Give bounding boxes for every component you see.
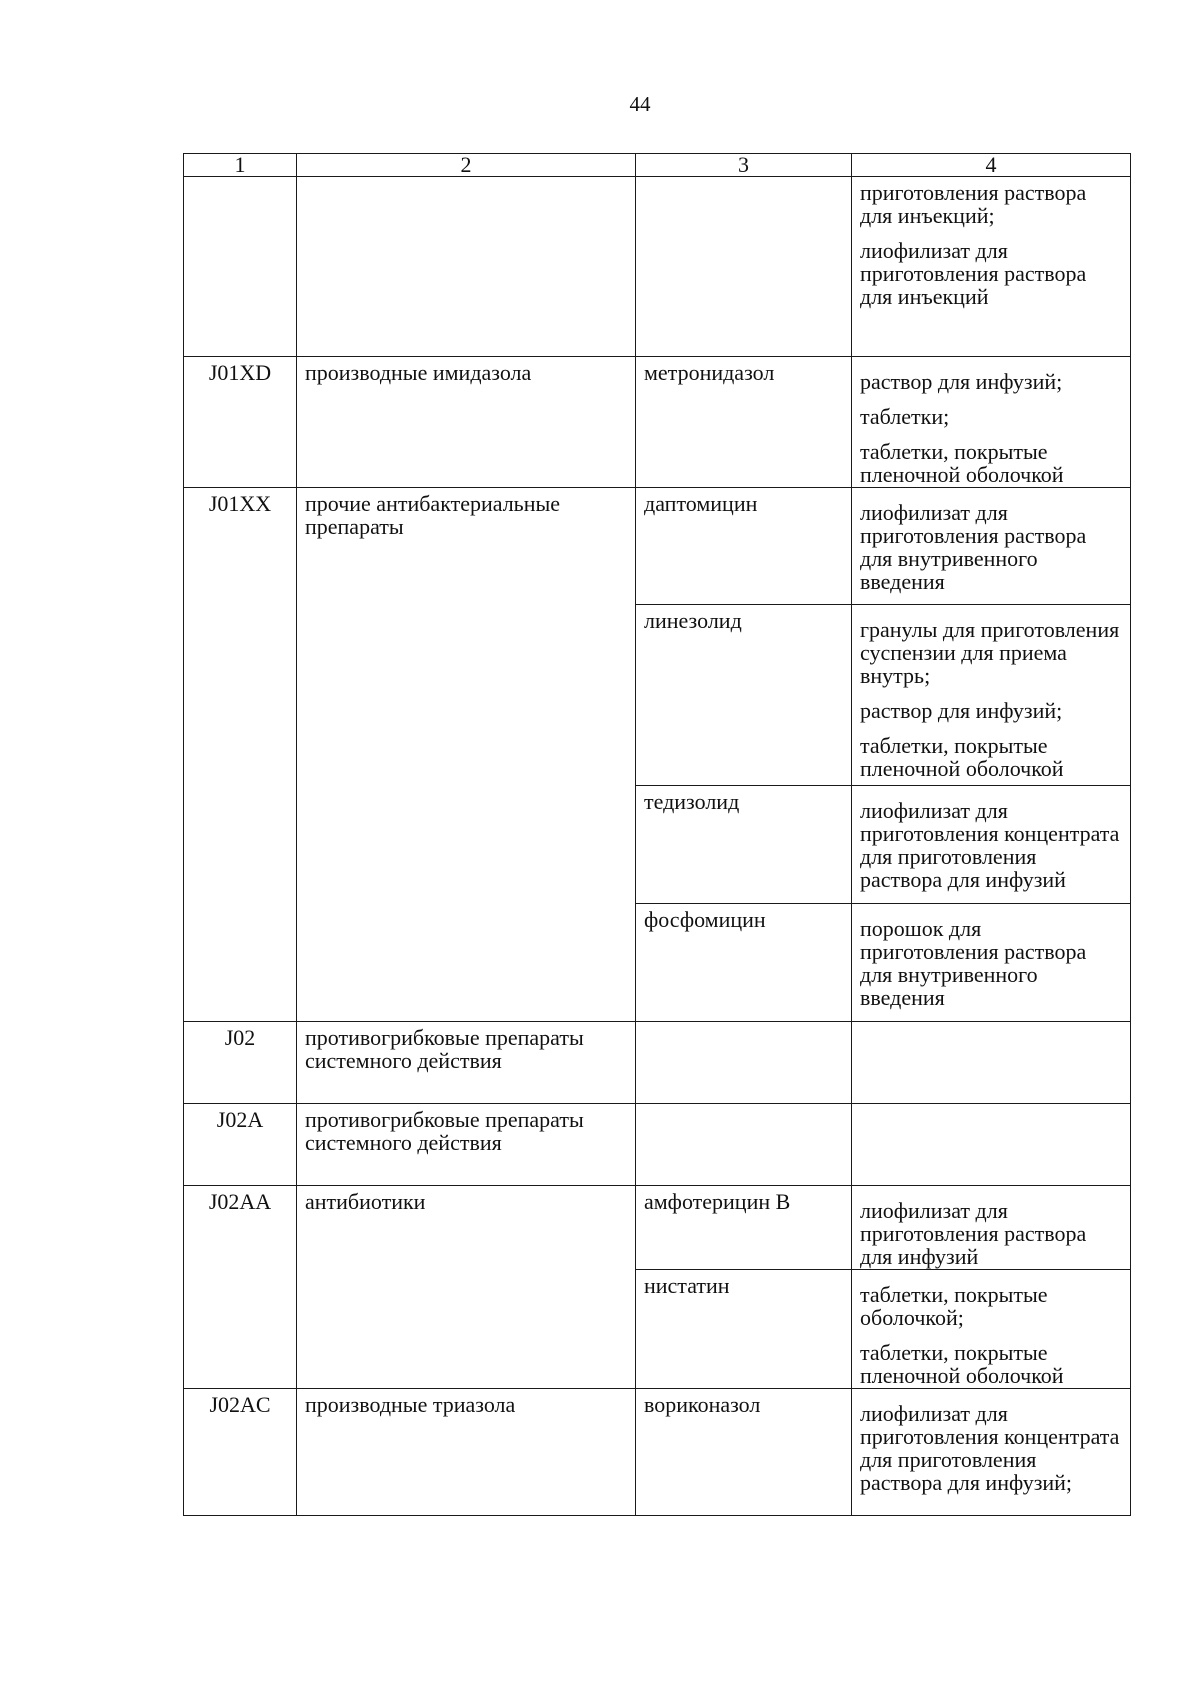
- dosage-forms-cell: [852, 177, 1131, 357]
- dosage-form: таблетки, покрытые оболочкой;: [860, 1282, 1048, 1330]
- drug-name-cell: [636, 1022, 852, 1104]
- atc-code-cell: J02A: [184, 1104, 297, 1186]
- dosage-form: лиофилизат для приготовления концентрата для приготовления раствора для инфузий: [860, 798, 1120, 892]
- dosage-forms-cell: [852, 488, 1131, 605]
- drug-name-cell: амфотерицин B: [636, 1186, 852, 1270]
- dosage-forms-cell: [852, 605, 1131, 786]
- table-row: [184, 1186, 1131, 1270]
- drug-name-cell: [636, 1104, 852, 1186]
- dosage-form: раствор для инфузий;: [860, 369, 1063, 394]
- table-row: [184, 1022, 1131, 1104]
- group-name-cell: производные имидазола: [297, 357, 636, 488]
- table-row: [184, 357, 1131, 488]
- group-name-cell: противогрибковые препараты системного действия: [297, 1022, 636, 1104]
- dosage-form: лиофилизат для приготовления раствора для внутривенного введения: [860, 500, 1087, 594]
- atc-code-cell: J02AC: [184, 1389, 297, 1516]
- column-header: 2: [297, 154, 636, 177]
- dosage-form: лиофилизат для приготовления концентрата для приготовления раствора для инфузий;: [860, 1401, 1120, 1495]
- table-row: [184, 177, 1131, 357]
- drug-name-cell: фосфомицин: [636, 904, 852, 1022]
- dosage-forms-cell: [852, 1389, 1131, 1516]
- dosage-form: [860, 1026, 1122, 1035]
- column-header: 4: [852, 154, 1131, 177]
- dosage-forms-cell: [852, 904, 1131, 1022]
- dosage-forms-cell: [852, 1270, 1131, 1389]
- column-header: 1: [184, 154, 297, 177]
- dosage-form: гранулы для приготовления суспензии для приема внутрь;: [860, 617, 1120, 688]
- group-name-cell: прочие антибактериальные препараты: [297, 488, 636, 1022]
- group-name-cell: антибиотики: [297, 1186, 636, 1389]
- dosage-forms-cell: [852, 1104, 1131, 1186]
- dosage-forms-cell: [852, 357, 1131, 488]
- atc-code-cell: J01XX: [184, 488, 297, 1022]
- drug-name-cell: нистатин: [636, 1270, 852, 1389]
- dosage-form: раствор для инфузий;: [860, 698, 1063, 723]
- dosage-form: таблетки, покрытые пленочной оболочкой: [860, 733, 1064, 781]
- dosage-form: таблетки, покрытые пленочной оболочкой: [860, 439, 1064, 487]
- atc-code-cell: J02: [184, 1022, 297, 1104]
- dosage-form: таблетки;: [860, 404, 950, 429]
- dosage-forms-cell: [852, 1186, 1131, 1270]
- dosage-forms-cell: [852, 1022, 1131, 1104]
- drug-name-cell: линезолид: [636, 605, 852, 786]
- group-name-cell: [297, 177, 636, 357]
- drug-name-cell: даптомицин: [636, 488, 852, 605]
- dosage-form: лиофилизат для приготовления раствора для инъекций: [860, 238, 1087, 309]
- table-body: [184, 177, 1131, 1516]
- drug-name-cell: [636, 177, 852, 357]
- page-number: 44: [629, 92, 651, 116]
- dosage-forms-cell: [852, 786, 1131, 904]
- drug-name-cell: вориконазол: [636, 1389, 852, 1516]
- dosage-form: [860, 1108, 1122, 1117]
- group-name-cell: производные триазола: [297, 1389, 636, 1516]
- dosage-form: таблетки, покрытые пленочной оболочкой: [860, 1340, 1064, 1388]
- atc-code-cell: [184, 177, 297, 357]
- atc-code-cell: J02AA: [184, 1186, 297, 1389]
- column-header: 3: [636, 154, 852, 177]
- dosage-form: лиофилизат для приготовления раствора для инфузий: [860, 1198, 1087, 1269]
- atc-code-cell: J01XD: [184, 357, 297, 488]
- drug-name-cell: метронидазол: [636, 357, 852, 488]
- table-row: [184, 1389, 1131, 1516]
- table-row: [184, 488, 1131, 605]
- group-name-cell: противогрибковые препараты системного действия: [297, 1104, 636, 1186]
- dosage-form: приготовления раствора для инъекций;: [860, 180, 1087, 228]
- table-row: [184, 1104, 1131, 1186]
- header-row: [184, 154, 1131, 177]
- dosage-form: порошок для приготовления раствора для внутривенного введения: [860, 916, 1087, 1010]
- medication-table: [183, 153, 1131, 1516]
- drug-name-cell: тедизолид: [636, 786, 852, 904]
